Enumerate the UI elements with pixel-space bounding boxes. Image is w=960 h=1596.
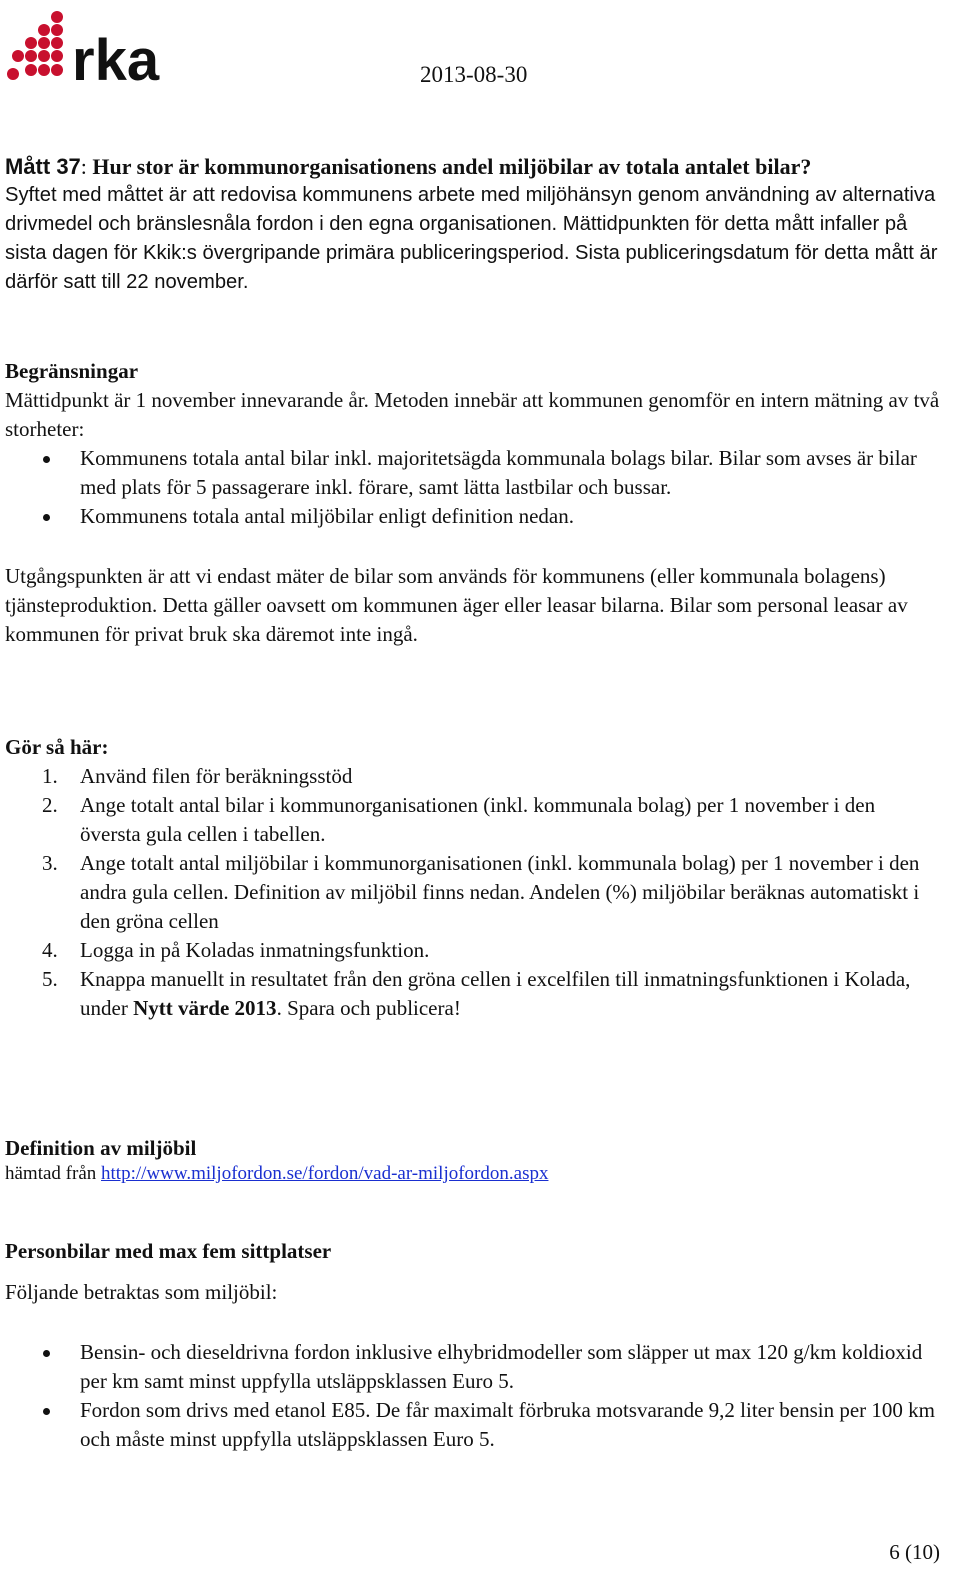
measure-label: Mått 37 (5, 154, 81, 179)
bullet-icon (43, 456, 50, 463)
intro-timing: Mättidpunkten för detta mått infaller på sista dagen för Kkik:s övergripande primära publiceringsperiod. Sista publiceringsdatum för detta mått är därför satt till 22 november. (5, 213, 938, 293)
measure-title (5, 152, 940, 181)
step-number: 4. (42, 938, 58, 962)
howto-heading: Gör så här: (5, 735, 109, 759)
limits-heading: Begränsningar (5, 359, 139, 383)
limits-section (5, 357, 940, 531)
logo-dots-icon (7, 11, 63, 80)
list-item-text: Bensin- och dieseldrivna fordon inklusive elhybridmodeller som släpper ut max 120 g/km koldioxid per km samt minst uppfylla utsläppsklassen Euro 5. (80, 1340, 923, 1393)
step-item (5, 936, 940, 965)
howto-section (5, 733, 940, 1023)
cars-list (5, 1338, 940, 1454)
basis-section (5, 562, 940, 649)
step-item (5, 849, 940, 936)
intro-paragraph (5, 181, 940, 297)
rka-logo-graphic (4, 8, 179, 86)
step-text-end: . Spara och publicera! (276, 996, 461, 1020)
list-item-text: Kommunens totala antal miljöbilar enligt definition nedan. (80, 504, 574, 528)
limits-list (5, 444, 940, 531)
howto-steps (5, 762, 940, 1023)
cars-intro: Följande betraktas som miljöbil: (5, 1280, 278, 1304)
step-item (5, 965, 940, 1023)
step-number: 3. (42, 851, 58, 875)
list-item-text: Kommunens totala antal bilar inkl. majoritetsägda kommunala bolags bilar. Bilar som avses är bilar med plats för 5 passagerare inkl. förare, samt lätta lastbilar och bussar. (80, 446, 917, 499)
definition-heading: Definition av miljöbil (5, 1136, 197, 1160)
list-item (5, 1338, 940, 1396)
step-item (5, 791, 940, 849)
measure-separator: : (80, 154, 87, 179)
source-link[interactable]: http://www.miljofordon.se/fordon/vad-ar-miljofordon.aspx (101, 1163, 549, 1184)
list-item-text: Fordon som drivs med etanol E85. De får maximalt förbruka motsvarande 9,2 liter bensin per 100 km och måste minst uppfylla utsläppsklassen Euro 5. (80, 1398, 935, 1451)
document-date: 2013-08-30 (420, 62, 528, 87)
bullet-icon (43, 1350, 50, 1357)
list-item (5, 502, 940, 531)
step-text: Använd filen för beräkningsstöd (80, 764, 353, 788)
intro-purpose: Syftet med måttet är att redovisa kommunens arbete med miljöhänsyn genom användning av alternativa drivmedel och bränslesnåla fordon i den egna organisationen. (5, 184, 936, 235)
cars-heading: Personbilar med max fem sittplatser (5, 1239, 332, 1263)
step-text: Ange totalt antal miljöbilar i kommunorganisationen (inkl. kommunala bolag) per 1 november i den andra gula cellen. Definition av miljöbil finns nedan. Andelen (%) miljöbilar beräknas automatiskt i den gröna cellen (80, 851, 920, 933)
step-text: Logga in på Koladas inmatningsfunktion. (80, 938, 430, 962)
list-item (5, 444, 940, 502)
new-value-label: Nytt värde 2013 (133, 996, 277, 1020)
page-number: 6 (10) (889, 1540, 940, 1564)
step-text: Knappa manuellt in resultatet från den gröna cellen i excelfilen till inmatningsfunktionen i Kolada, under (80, 967, 911, 1020)
source-prefix: hämtad från (5, 1163, 102, 1184)
step-number: 5. (42, 967, 58, 991)
definition-source (5, 1163, 940, 1185)
measure-question: Hur stor är kommunorganisationens andel miljöbilar av totala antalet bilar? (86, 154, 812, 179)
step-item (5, 762, 940, 791)
step-number: 2. (42, 793, 58, 817)
list-item (5, 1396, 940, 1454)
step-number: 1. (42, 764, 58, 788)
step-text: Ange totalt antal bilar i kommunorganisationen (inkl. kommunala bolag) per 1 november i den översta gula cellen i tabellen. (80, 793, 876, 846)
intro-section (5, 152, 940, 297)
cars-section (5, 1237, 940, 1454)
rka-logo (4, 8, 179, 86)
basis-text: Utgångspunkten är att vi endast mäter de bilar som används för kommunens (eller kommunala bolagens) tjänsteproduktion. Detta gäller oavsett om kommunen äger eller leasar bilarna. Bilar som personal leasar av kommunen för privat bruk ska däremot inte ingå. (5, 564, 908, 646)
bullet-icon (43, 514, 50, 521)
definition-section (5, 1134, 940, 1185)
logo-wordmark: rka (72, 28, 160, 86)
limits-text: Mättidpunkt är 1 november innevarande år. Metoden innebär att kommunen genomför en intern mätning av två storheter: (5, 388, 940, 441)
bullet-icon (43, 1408, 50, 1415)
